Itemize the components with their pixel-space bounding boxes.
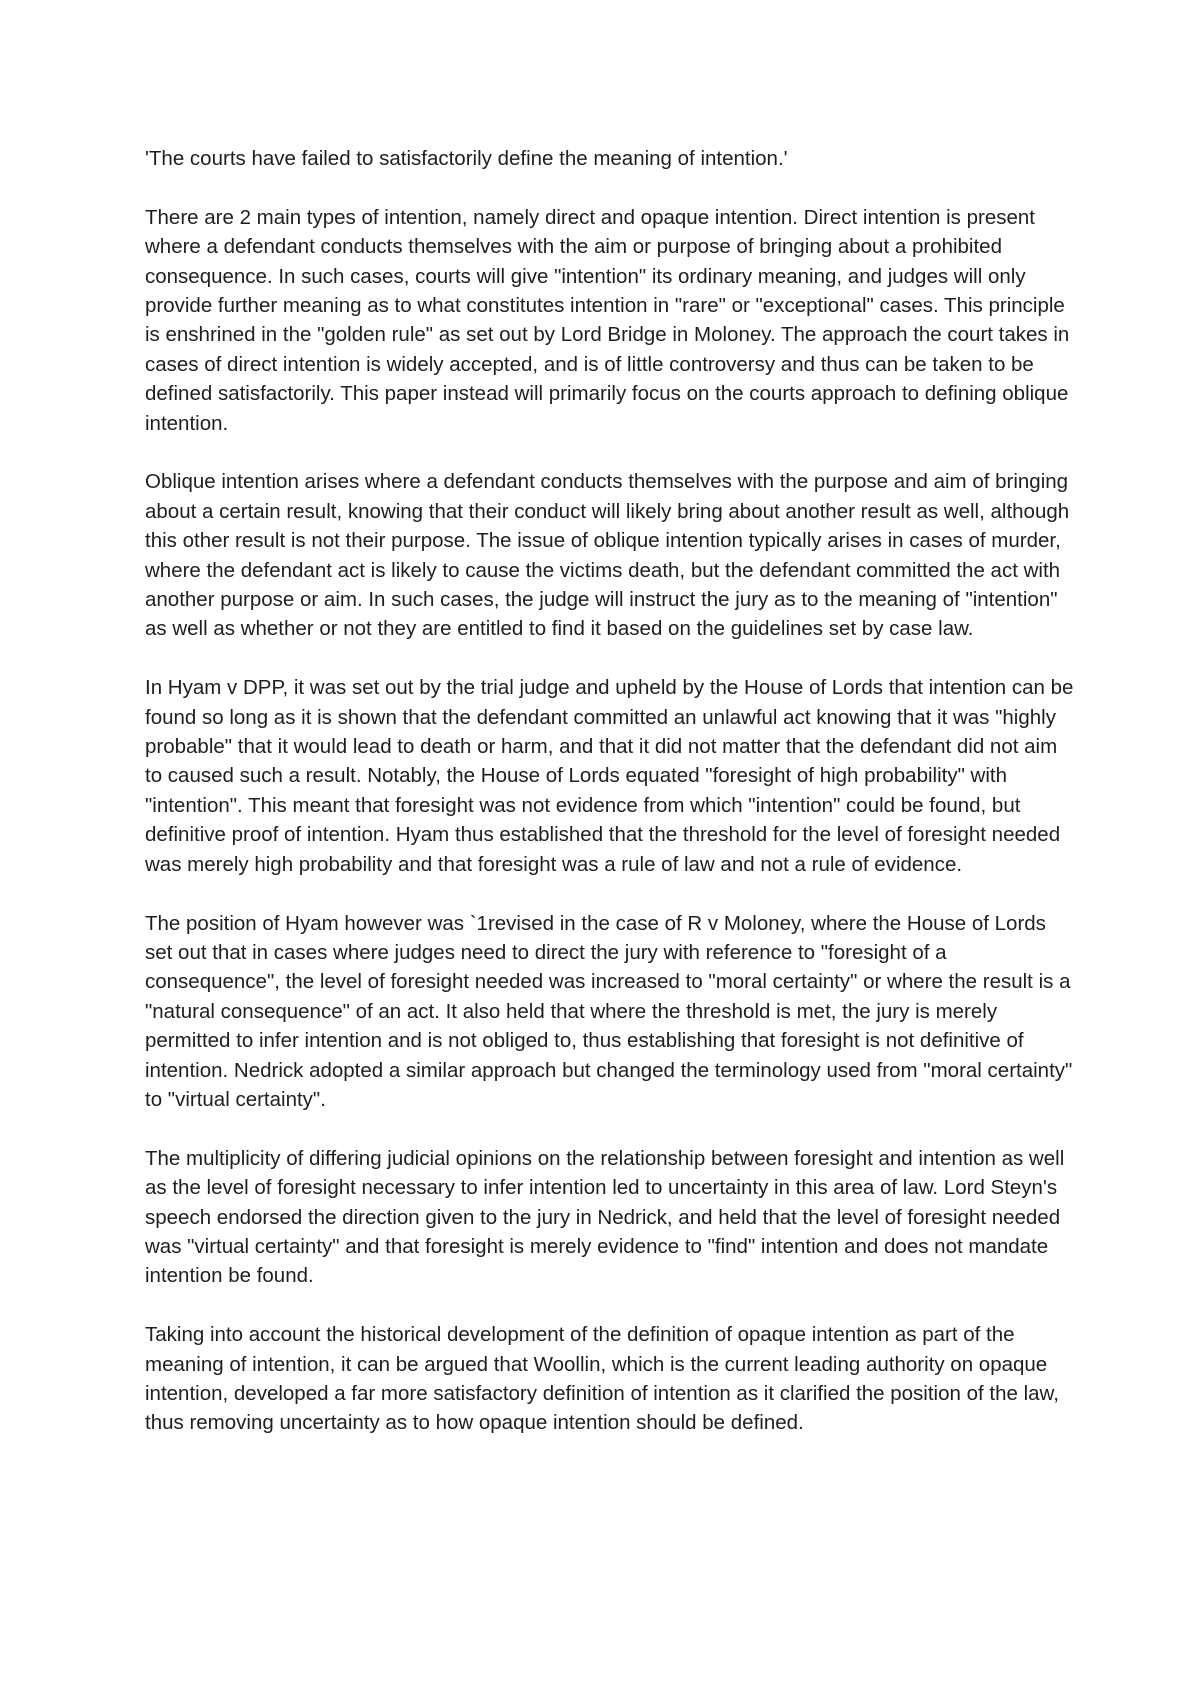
paragraph-hyam-v-dpp: In Hyam v DPP, it was set out by the trial judge and upheld by the House of Lords that intention can be found so long as it is shown that the defendant committed an unlawful act knowing that it was "highly probable" that it would lead to death or harm, and that it did not matter that the defendant did not aim to caused such a result. Notably, the House of Lords equated "foresight of high probability" with "intention". This meant that foresight was not evidence from which "intention" could be found, but definitive proof of intention. Hyam thus established that the threshold for the level of foresight needed was merely high probability and that foresight was a rule of law and not a rule of evidence. xyxy=(145,676,1074,876)
paragraph-woollin-conclusion: Taking into account the historical development of the definition of opaque intention as part of the meaning of intention, it can be argued that Woollin, which is the current leading authority on opaque intention, developed a far more satisfactory definition of intention as it clarified the position of the law, thus removing uncertainty as to how opaque intention should be defined. xyxy=(145,1323,1059,1435)
paragraph-direct-intention: There are 2 main types of intention, namely direct and opaque intention. Direct intention is present where a defendant conducts themselves with the aim or purpose of bringing about a prohibited consequence. In such cases, courts will give "intention" its ordinary meaning, and judges will only provide further meaning as to what constitutes intention in "rare" or "exceptional" cases. This principle is enshrined in the "golden rule" as set out by Lord Bridge in Moloney. The approach the court takes in cases of direct intention is widely accepted, and is of little controversy and thus can be taken to be defined satisfactorily. This paper instead will primarily focus on the courts approach to defining oblique intention. xyxy=(145,205,1070,435)
title-quote: 'The courts have failed to satisfactorily define the meaning of intention.' xyxy=(145,147,788,170)
paragraph-judicial-opinions: The multiplicity of differing judicial opinions on the relationship between foresight and intention as well as the level of foresight necessary to infer intention led to uncertainty in this area of law. Lord Steyn's speech endorsed the direction given to the jury in Nedrick, and held that the level of foresight needed was "virtual certainty" and that foresight is merely evidence to "find" intention and does not mandate intention be found. xyxy=(145,1146,1065,1288)
paragraph-oblique-intention: Oblique intention arises where a defendant conducts themselves with the purpose and aim of bringing about a certain result, knowing that their conduct will likely bring about another result as well, although this other result is not their purpose. The issue of oblique intention typically arises in cases of murder, where the defendant act is likely to cause the victims death, but the defendant committed the act with another purpose or aim. In such cases, the judge will instruct the jury as to the meaning of "intention" as well as whether or not they are entitled to find it based on the guidelines set by case law. xyxy=(145,470,1070,641)
document-body xyxy=(145,144,1075,1467)
paragraph-moloney: The position of Hyam however was `1revised in the case of R v Moloney, where the House of Lords set out that in cases where judges need to direct the jury with reference to "foresight of a consequence", the level of foresight needed was increased to "moral certainty" or where the result is a "natural consequence" of an act. It also held that where the threshold is met, the jury is merely permitted to infer intention and is not obliged to, thus establishing that foresight is not definitive of intention. Nedrick adopted a similar approach but changed the terminology used from "moral certainty" to "virtual certainty". xyxy=(145,911,1073,1111)
